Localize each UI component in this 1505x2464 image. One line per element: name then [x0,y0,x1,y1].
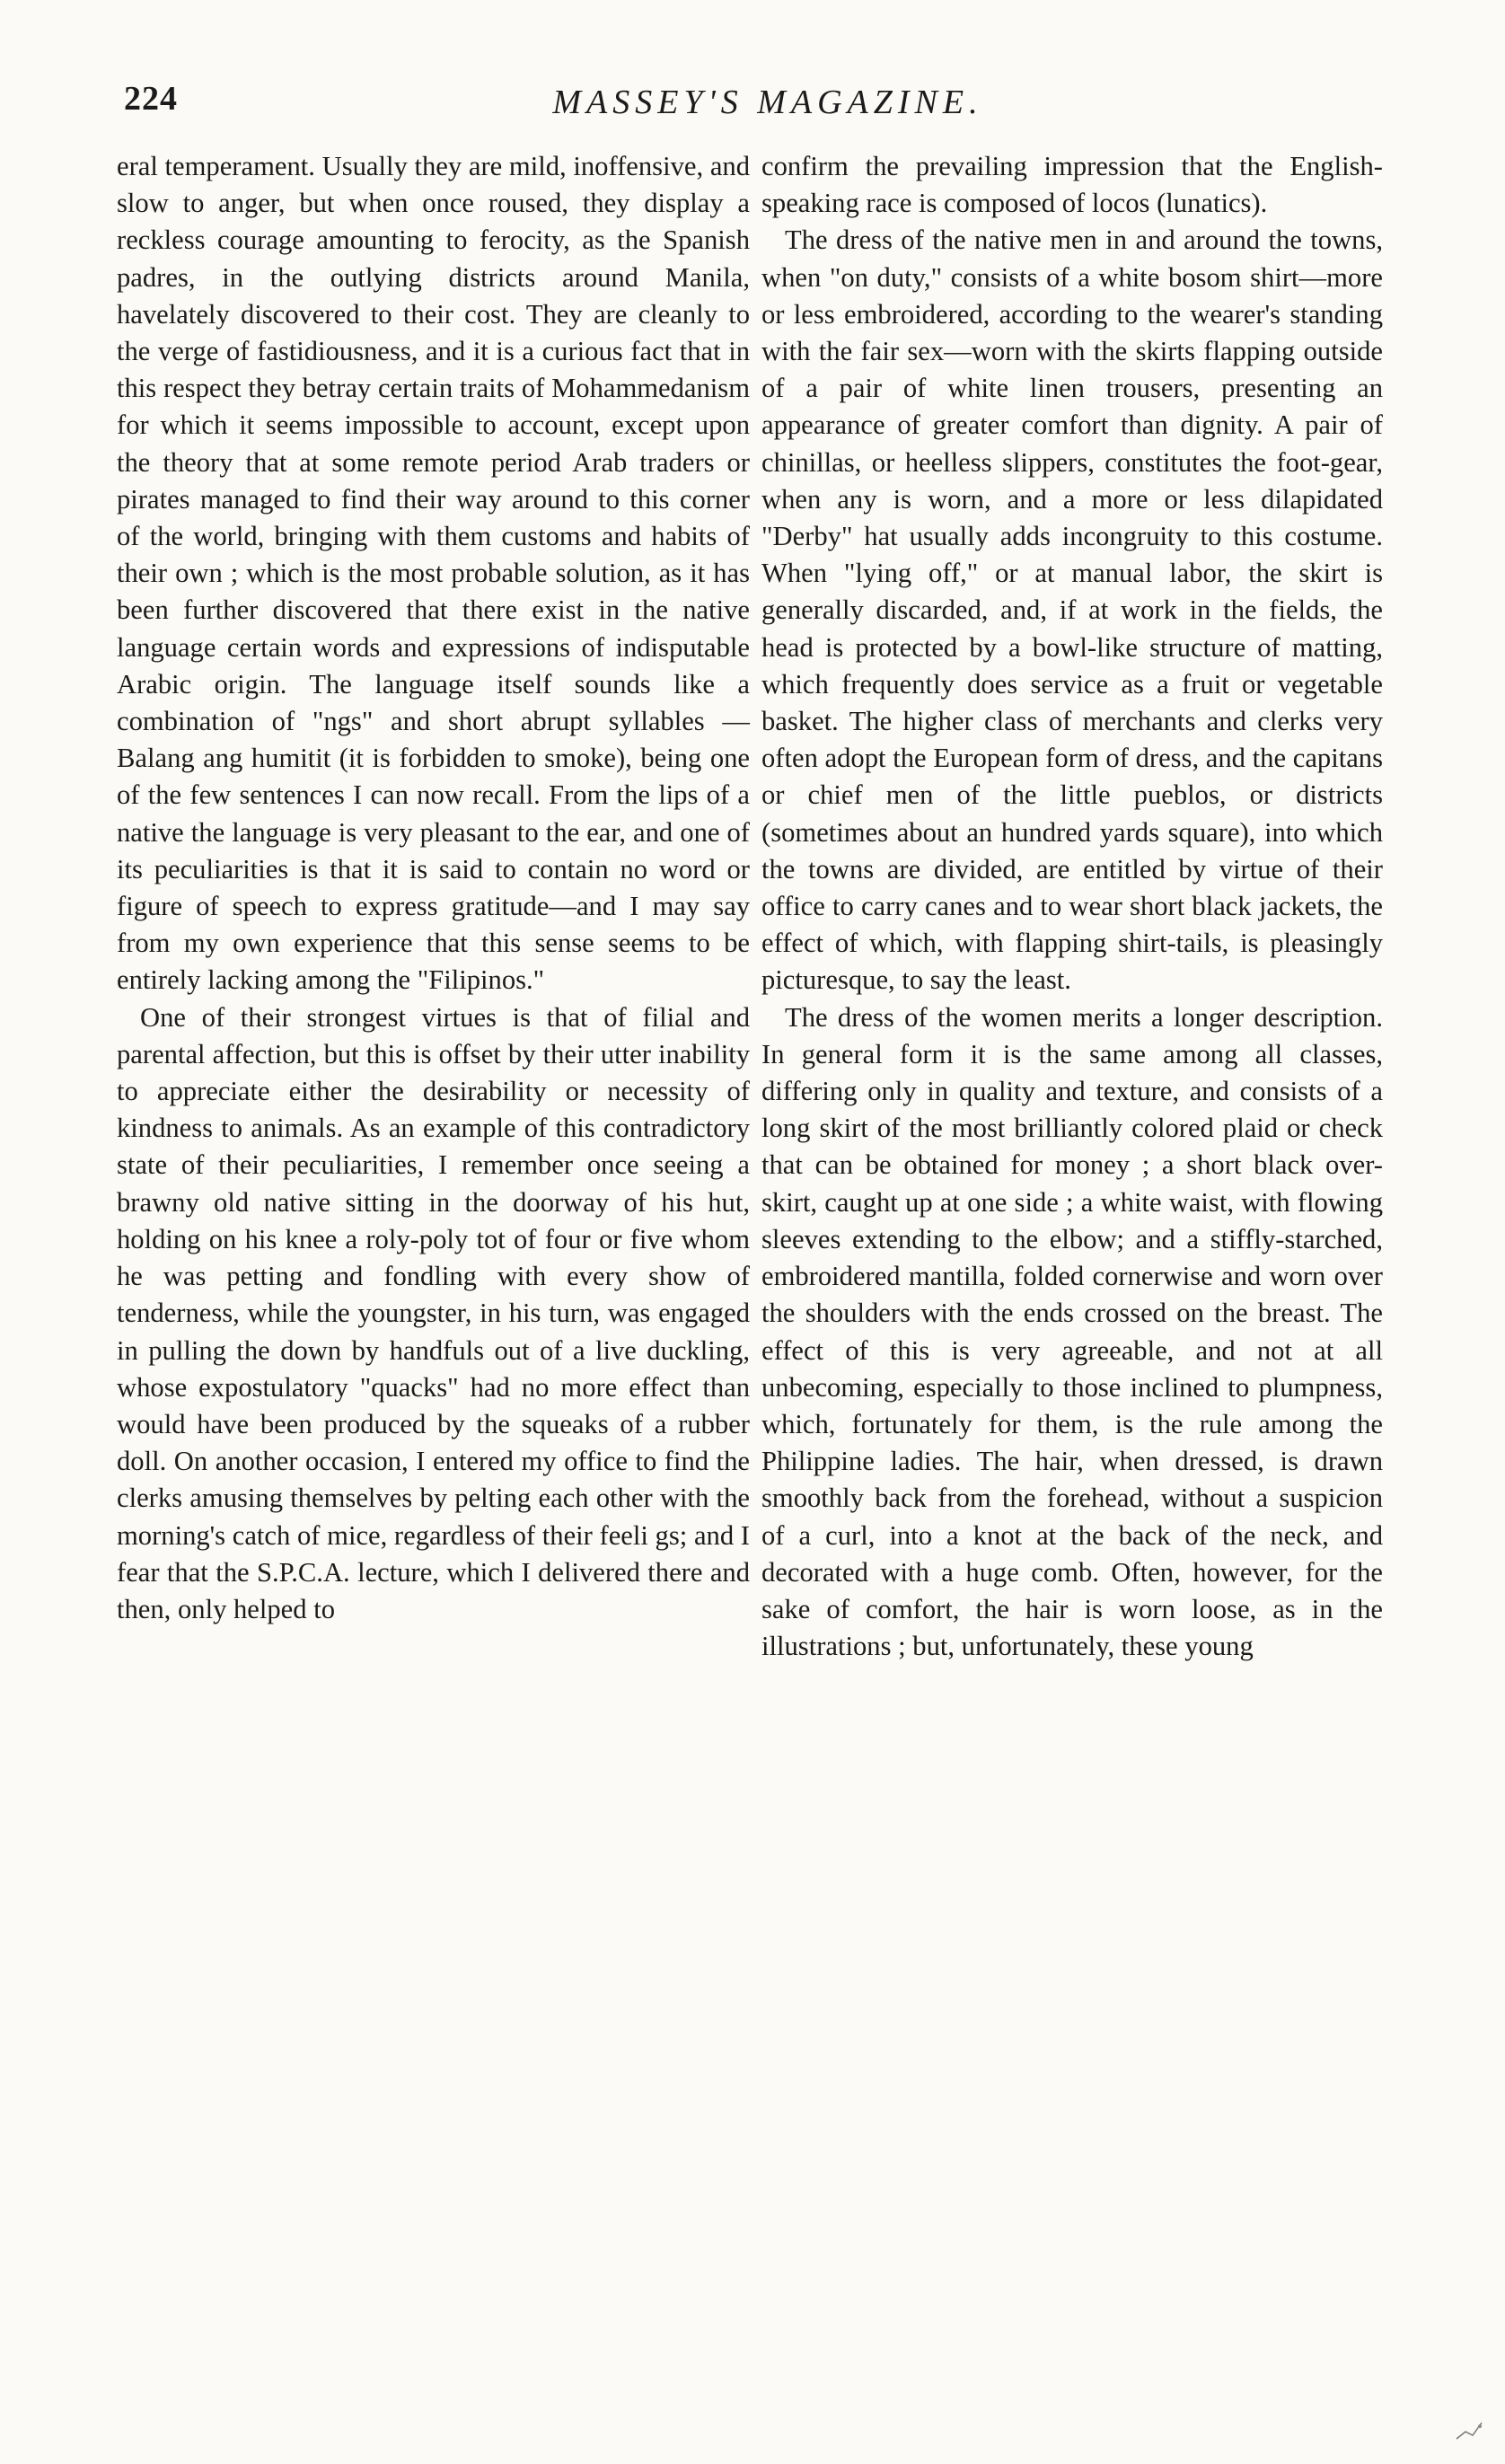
page-header [0,79,1505,133]
paragraph: The dress of the women merits a longer description. In general form it is the same among all classes, differing only in quality and texture, and consists of a long skirt of the most brilliantly colored plaid or check that can be obtained for money ; a short black over-skirt, caught up at one side ; a white waist, with flowing sleeves extending to the elbow; and a stiffly-starched, embroidered mantilla, folded cornerwise and worn over the shoulders with the ends crossed on the breast. The effect of this is very agreeable, and not at all unbecoming, especially to those inclined to plumpness, which, fortunately for them, is the rule among the Philippine ladies. The hair, when dressed, is drawn smoothly back from the forehead, without a suspicion of a curl, into a knot at the back of the neck, and decorated with a huge comb. Often, however, for the sake of comfort, the hair is worn loose, as in the illustrations ; but, unfortunately, these young [761,1001,1383,1662]
paragraph: The dress of the native men in and around the towns, when "on duty," consists of a white bosom shirt—more or less embroidered, according to the wearer's standing with the fair sex—worn with the skirts flapping outside of a pair of white linen trousers, presenting an appearance of greater comfort than dignity. A pair of chinillas, or heelless slippers, constitutes the foot-gear, when any is worn, and a more or less dilapidated "Derby" hat usually adds incongruity to this costume. When "lying off," or at manual labor, the skirt is generally discarded, and, if at work in the fields, the head is protected by a bowl-like structure of matting, which frequently does service as a fruit or vegetable basket. The higher class of merchants and clerks very often adopt the European form of dress, and the capitans or chief men of the little pueblos, or districts (sometimes about an hundred yards square), into which the towns are divided, are entitled by virtue of their office to carry canes and to wear short black jackets, the effect of which, with flapping shirt-tails, is pleasingly picturesque, to say the least. [761,224,1383,996]
left-column [117,148,750,1628]
paragraph: confirm the prevailing impression that the English-speaking race is composed of locos (lunatics). [761,151,1383,219]
page-number: 224 [124,80,178,118]
paragraph: One of their strongest virtues is that of filial and parental affection, but this is offset by their utter inability to appreciate either the desirability or necessity of kindness to animals. As an example of this contradictory state of their peculiarities, I remember once seeing a brawny old native sitting in the doorway of his hut, holding on his knee a roly-poly tot of four or five whom he was petting and fondling with every show of tenderness, while the youngster, in his turn, was engaged in pulling the down by handfuls out of a live duckling, whose expostulatory "quacks" had no more effect than would have been produced by the squeaks of a rubber doll. On another occasion, I entered my office to find the clerks amusing themselves by pelting each other with the morning's catch of mice, regardless of their feeli gs; and I fear that the S.P.C.A. lecture, which I delivered there and then, only helped to [117,1001,750,1624]
right-column [761,148,1383,1665]
running-title: MASSEY'S MAGAZINE. [552,84,983,121]
scan-speck-mark [1453,2416,1489,2442]
paragraph: eral temperament. Usually they are mild, inoffensive, and slow to anger, but when once roused, they display a reckless courage amounting to ferocity, as the Spanish padres, in the outlying districts around Manila, havelately discovered to their cost. They are cleanly to the verge of fastidiousness, and it is a curious fact that in this respect they betray certain traits of Mohammedanism for which it seems impossible to account, except upon the theory that at some remote period Arab traders or pirates managed to find their way around to this corner of the world, bringing with them customs and habits of their own ; which is the most probable solution, as it has been further discovered that there exist in the native language certain words and expressions of indisputable Arabic origin. The language itself sounds like a combination of "ngs" and short abrupt syllables — Balang ang humitit (it is forbidden to smoke), being one of the few sentences I can now recall. From the lips of a native the language is very pleasant to the ear, and one of its peculiarities is that it is said to contain no word or figure of speech to express gratitude—and I may say from my own experience that this sense seems to be entirely lacking among the "Filipinos." [117,151,750,996]
